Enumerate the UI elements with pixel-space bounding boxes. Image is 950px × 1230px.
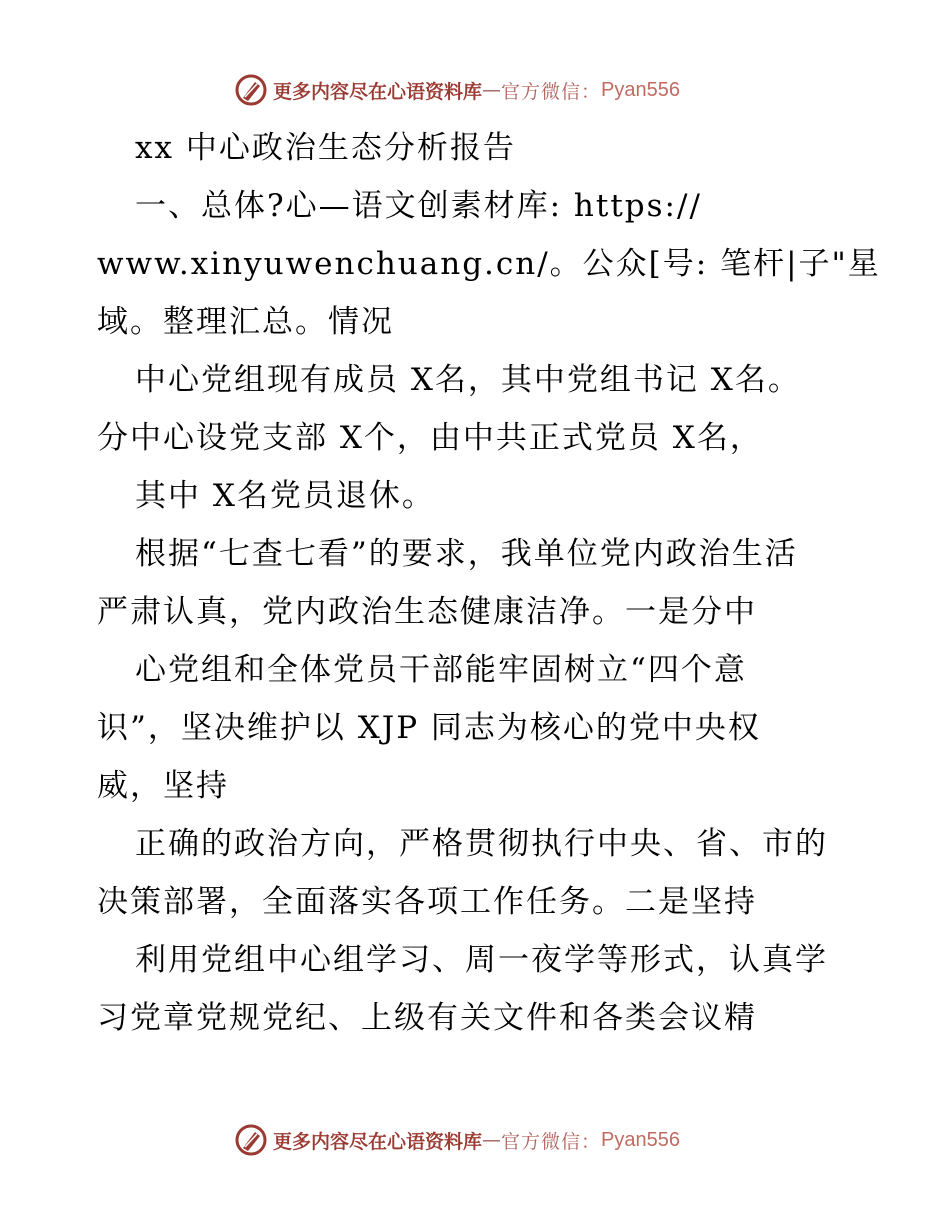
banner-dash: — (482, 1129, 502, 1151)
text-line: 识”，坚决维护以 XJP 同志为核心的党中央权 (97, 710, 761, 746)
paragraph-first-line: 中心党组现有成员 X名，其中党组书记 X名。 (135, 362, 801, 398)
text-line: 威，坚持 (97, 768, 229, 804)
footer-watermark-banner (233, 1122, 680, 1158)
banner-wechat-id: Pyan556 (601, 78, 680, 101)
banner-dash: — (482, 79, 502, 101)
banner-wechat-id: Pyan556 (601, 1128, 680, 1151)
paragraph-first-line: 根据“七查七看”的要求，我单位党内政治生活 (135, 536, 798, 572)
banner-official-label: 官方微信： (501, 1130, 602, 1153)
text-line: 决策部署，全面落实各项工作任务。二是坚持 (97, 884, 757, 920)
section-heading-line: 一、总体?心—语文创素材库: https:// (135, 188, 702, 224)
text-line: www.xinyuwenchuang.cn/。公众[号: 笔杆|子"星 (97, 246, 881, 282)
text-line: 分中心设党支部 X个，由中共正式党员 X名， (97, 420, 763, 456)
banner-main-text: 更多内容尽在心语资料库 (273, 80, 483, 103)
pen-nib-circle-icon (233, 72, 269, 108)
text-line: 域。整理汇总。情况 (97, 304, 394, 340)
document-title: xx 中心政治生态分析报告 (135, 130, 516, 166)
header-watermark-banner (233, 72, 680, 108)
banner-official-label: 官方微信： (501, 80, 602, 103)
text-line: 正确的政治方向，严格贯彻执行中央、省、市的 (135, 826, 828, 862)
banner-main-text: 更多内容尽在心语资料库 (273, 1130, 483, 1153)
text-line: 习党章党规党纪、上级有关文件和各类会议精 (97, 1000, 757, 1036)
text-line: 其中 X名党员退休。 (135, 478, 435, 514)
pen-nib-circle-icon (233, 1122, 269, 1158)
text-line: 严肃认真，党内政治生态健康洁净。一是分中 (97, 594, 757, 630)
text-line: 利用党组中心组学习、周一夜学等形式，认真学 (135, 942, 828, 978)
text-line: 心党组和全体党员干部能牢固树立“四个意 (135, 652, 747, 688)
